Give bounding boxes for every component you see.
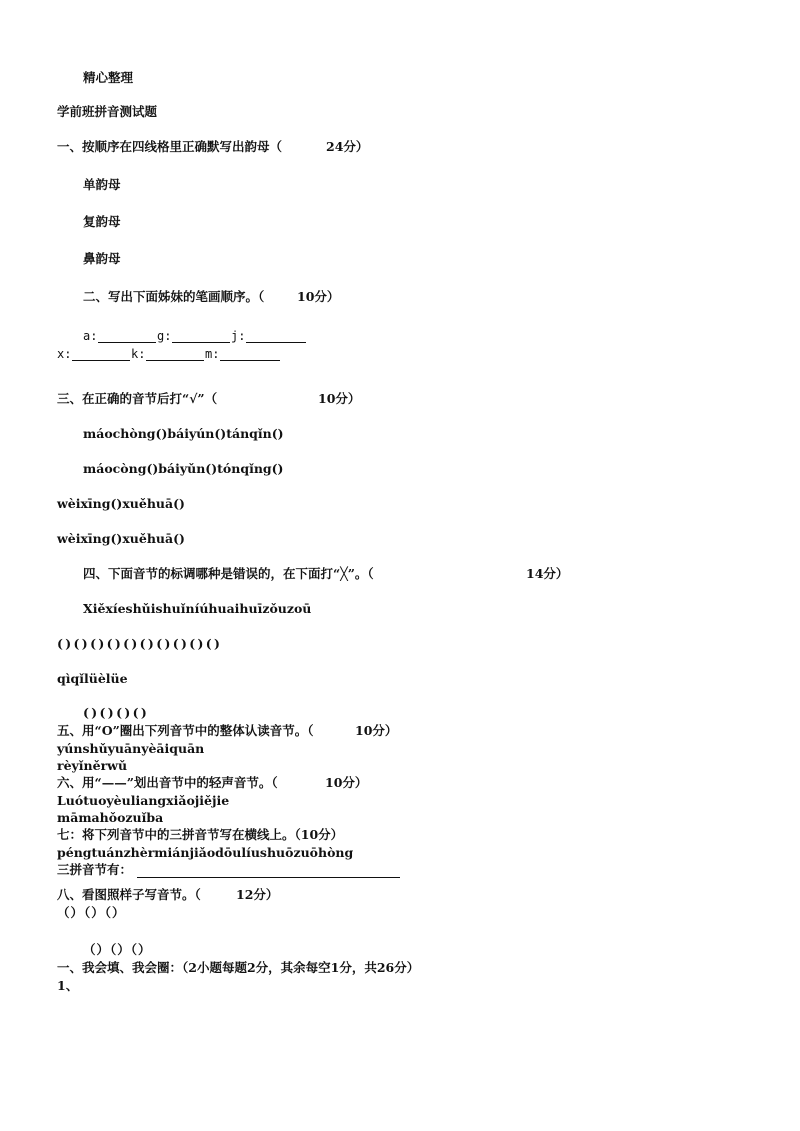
q2-heading: 二、写出下面姊妹的笔画顺序。（ <box>83 289 265 304</box>
q8-blanks-2: （）（）（） <box>83 942 152 957</box>
q7-line-1: péngtuánzhèrmiánjiǎodōulíushuōzuōhòng <box>57 845 354 860</box>
q2-blank-k[interactable] <box>146 360 204 361</box>
page-title: 学前班拼音测试题 <box>57 104 158 119</box>
q4-score: 14分） <box>526 566 569 581</box>
q4-line-1: Xiěxíeshǔishuǐníúhuaihuīzǒuzoū <box>83 601 312 616</box>
q2-label-k: k: <box>131 347 146 361</box>
q2-blank-g[interactable] <box>172 342 230 343</box>
q6-score: 10分） <box>325 775 368 790</box>
q3-line-2: máocòng()báiyǔn()tónqǐng() <box>83 461 284 476</box>
q6-heading: 六、用“——”划出音节中的轻声音节。（ <box>57 775 278 790</box>
q2-label-j: j: <box>231 329 246 343</box>
q8-heading: 八、看图照样子写音节。（ <box>57 887 201 902</box>
q2-blank-m[interactable] <box>220 360 280 361</box>
q4-line-2: qìqǐlüèlüe <box>57 671 128 686</box>
q2-label-x: x: <box>57 347 72 361</box>
q5-line-1: yúnshǔyuānyèāiquān <box>57 741 205 756</box>
q3-line-4: wèixīng()xuěhuā() <box>57 531 185 546</box>
q2-label-a: a: <box>83 329 98 343</box>
q6-line-2: māmahǒozuǐba <box>57 810 164 825</box>
q6-line-1: Luótuoyèuliangxiǎojiějie <box>57 793 230 808</box>
q3-score: 10分） <box>318 391 361 406</box>
q5-line-2: rèyǐněrwǔ <box>57 758 128 773</box>
q4-blanks-2: ( ) ( ) ( ) ( ) <box>83 705 146 720</box>
part2-item-1: 1、 <box>57 978 79 993</box>
q7-heading: 七：将下列音节中的三拼音节写在横线上。（10分） <box>57 827 344 842</box>
q1-heading: 一、按顺序在四线格里正确默写出韵母（ <box>57 139 283 154</box>
q7-answer-blank[interactable] <box>137 877 400 878</box>
q1-item-single: 单韵母 <box>83 177 121 192</box>
q4-heading: 四、下面音节的标调哪种是错误的，在下面打“╳”。（ <box>83 566 374 581</box>
q7-answer-label: 三拼音节有： <box>57 862 133 877</box>
q8-blanks-1: （）（）（） <box>57 905 126 920</box>
q2-blank-j[interactable] <box>246 342 306 343</box>
q2-label-m: m: <box>205 347 220 361</box>
q4-blanks-1: ( ) ( ) ( ) ( ) ( ) ( ) ( ) ( ) ( ) ( ) <box>57 636 219 651</box>
q2-blank-a[interactable] <box>98 342 156 343</box>
q2-blank-x[interactable] <box>72 360 130 361</box>
part2-heading: 一、我会填、我会圈：（2小题每题2分，其余每空1分，共26分） <box>57 960 420 975</box>
q1-item-compound: 复韵母 <box>83 214 121 229</box>
q2-label-g: g: <box>157 329 172 343</box>
q8-score: 12分） <box>236 887 279 902</box>
q1-item-nasal: 鼻韵母 <box>83 251 121 266</box>
q5-score: 10分） <box>355 723 398 738</box>
q5-heading: 五、用“O”圈出下列音节中的整体认读音节。（ <box>57 723 314 738</box>
q3-line-3: wèixīng()xuěhuā() <box>57 496 185 511</box>
q3-heading: 三、在正确的音节后打“√”（ <box>57 391 218 406</box>
header-note: 精心整理 <box>83 70 134 85</box>
q2-score: 10分） <box>297 289 340 304</box>
q3-line-1: máochòng()báiyún()tánqǐn() <box>83 426 284 441</box>
q1-score: 24分） <box>326 139 369 154</box>
